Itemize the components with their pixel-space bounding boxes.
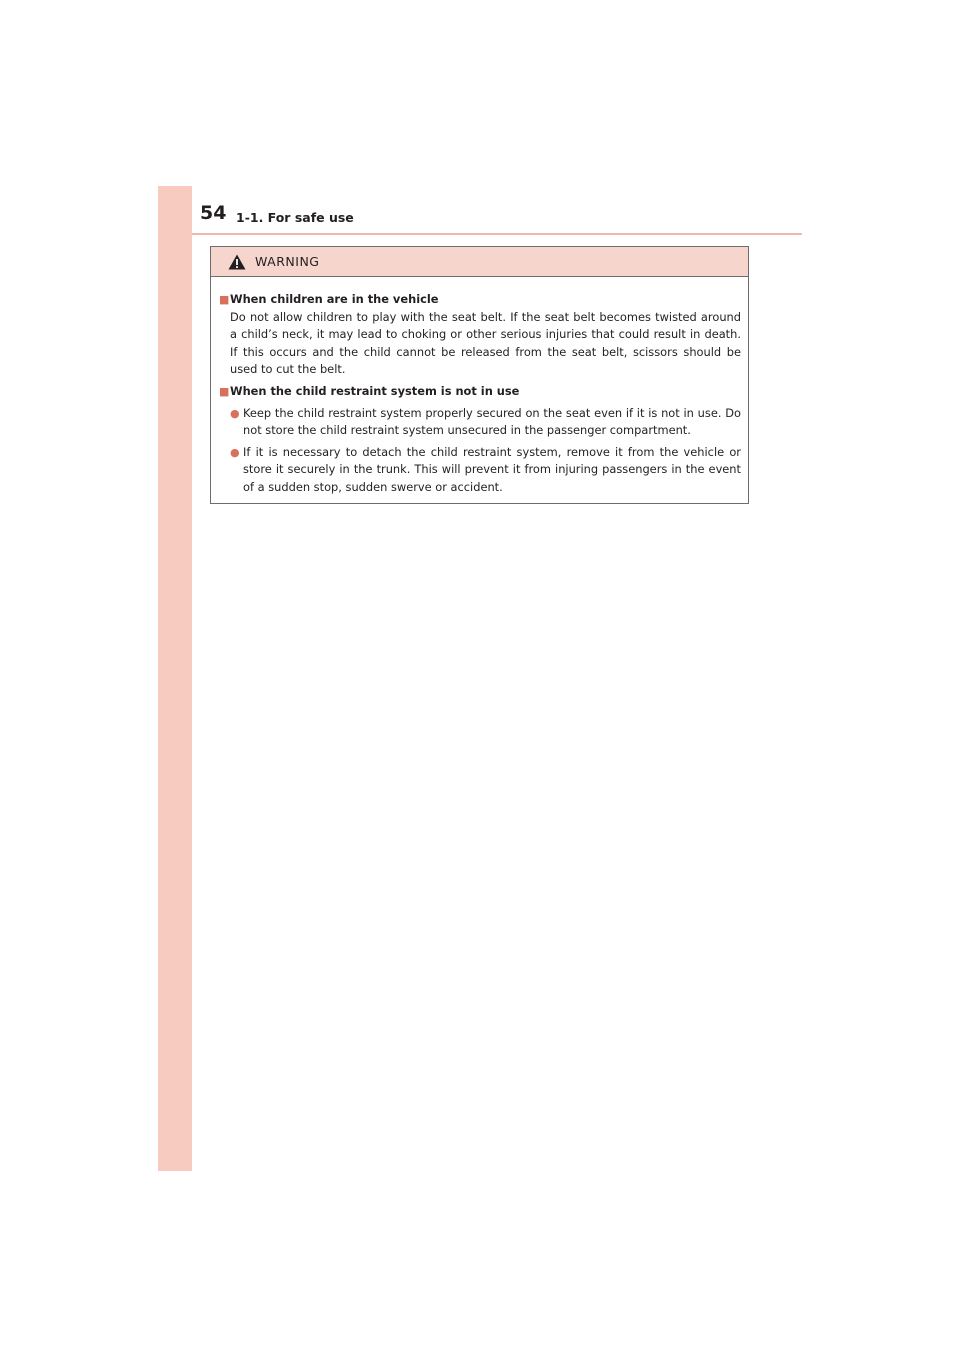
section-heading xyxy=(219,291,741,309)
warning-title: WARNING xyxy=(255,254,320,269)
section-title: 1-1. For safe use xyxy=(236,210,354,225)
section-heading xyxy=(219,383,741,401)
page-number: 54 xyxy=(200,202,227,224)
circle-bullet-icon: ● xyxy=(230,445,240,459)
square-bullet-icon: ■ xyxy=(219,293,230,306)
list-item xyxy=(230,444,741,497)
warning-header xyxy=(211,247,748,277)
section-heading-text: When the child restraint system is not in use xyxy=(230,383,520,398)
warning-body xyxy=(211,277,748,497)
side-strip xyxy=(158,186,192,1171)
warning-box xyxy=(210,246,749,504)
list-item-text: Keep the child restraint system properly secured on the seat even if it is not in use. Do not store the child restraint system unsecured in the passenger compartment. xyxy=(243,405,741,438)
square-bullet-icon: ■ xyxy=(219,384,230,398)
list-item xyxy=(230,405,741,440)
list-item-text: If it is necessary to detach the child restraint system, remove it from the vehicle or store it securely in the trunk. This will prevent it from injuring passengers in the event of a sudden stop, sudden swerve or accident. xyxy=(243,444,741,494)
section-paragraph: Do not allow children to play with the seat belt. If the seat belt becomes twisted around a child’s neck, it may lead to choking or other serious injuries that could result in death. If this occurs and the child cannot be released from the seat belt, scissors should be used to cut the belt. xyxy=(230,309,741,377)
warning-triangle-icon xyxy=(228,254,246,270)
circle-bullet-icon: ● xyxy=(230,406,240,420)
header-rule xyxy=(192,233,802,235)
section-heading-text: When children are in the vehicle xyxy=(230,292,439,306)
